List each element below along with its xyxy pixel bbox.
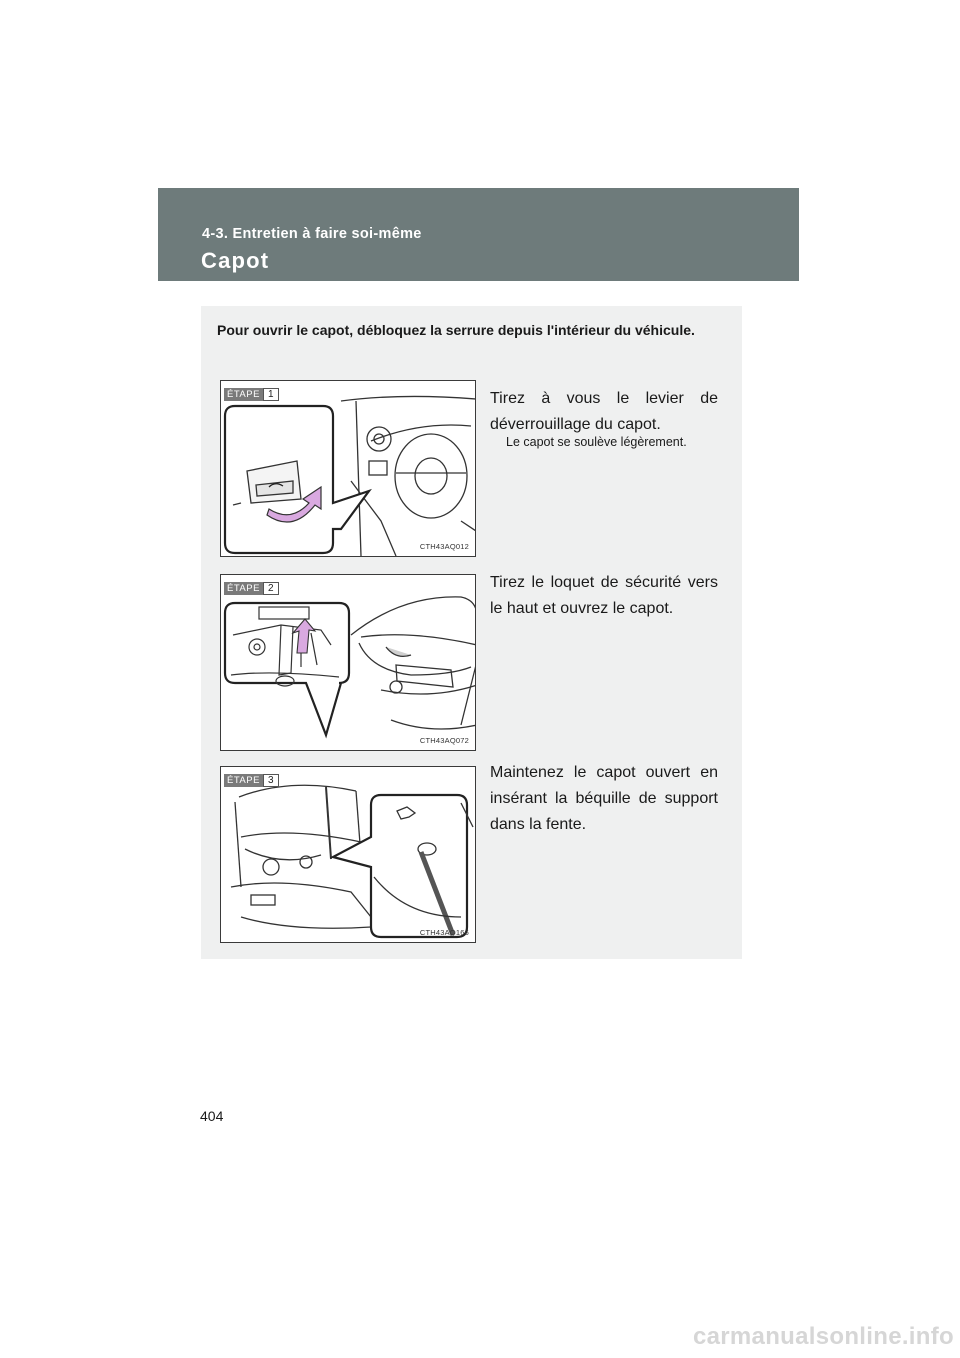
safety-catch-illustration	[221, 575, 476, 751]
step-1-figure	[220, 380, 476, 557]
step-3-text: Maintenez le capot ouvert en insérant la béquille de support dans la fente.	[490, 764, 718, 833]
step-2-badge: ÉTAPE 2	[224, 582, 279, 595]
intro-text: Pour ouvrir le capot, débloquez la serrure depuis l'intérieur du véhicule.	[217, 322, 695, 338]
figure-code: CTH43AQ166	[419, 928, 469, 937]
section-label: 4-3. Entretien à faire soi-même	[202, 226, 422, 242]
step-3-badge: ÉTAPE 3	[224, 774, 279, 787]
page-title: Capot	[201, 248, 270, 273]
figure-code: CTH43AQ012	[419, 542, 469, 551]
hood-release-lever-illustration	[221, 381, 476, 557]
step-1-text: Tirez à vous le levier de déverrouillage du capot.	[490, 390, 718, 433]
watermark: carmanualsonline.info	[692, 1323, 954, 1350]
content-panel	[201, 306, 742, 959]
hood-support-rod-illustration	[221, 767, 476, 943]
step-3-figure	[220, 766, 476, 943]
step-1-note: Le capot se soulève légèrement.	[506, 435, 687, 449]
figure-code: CTH43AQ072	[419, 736, 469, 745]
step-2-figure	[220, 574, 476, 751]
page-number: 404	[200, 1108, 224, 1124]
step-1-badge: ÉTAPE 1	[224, 388, 279, 401]
step-2-text: Tirez le loquet de sécurité vers le haut et ouvrez le capot.	[490, 574, 718, 617]
section-header	[158, 188, 799, 281]
